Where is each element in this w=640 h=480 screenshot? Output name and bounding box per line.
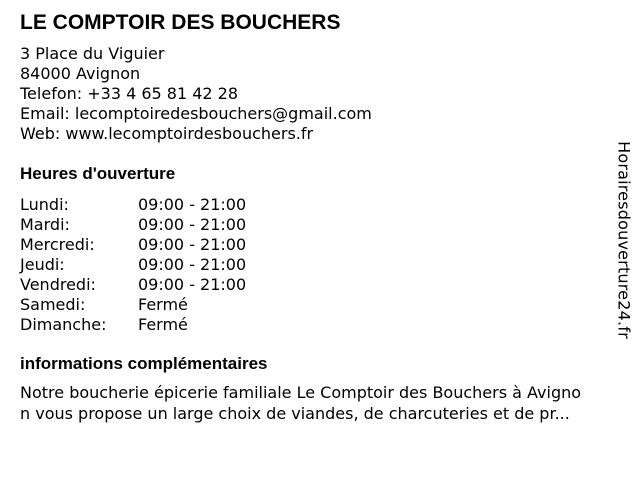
- day-label: Lundi:: [20, 195, 69, 214]
- day-hours: 09:00 - 21:00: [138, 255, 247, 274]
- business-name: LE COMPTOIR DES BOUCHERS: [20, 11, 341, 34]
- site-watermark: Horairesdouverture24.fr: [614, 141, 634, 339]
- info-line: Notre boucherie épicerie familiale Le Comptoir des Bouchers à Avigno: [20, 383, 582, 402]
- day-label: Samedi:: [20, 295, 86, 314]
- day-hours: 09:00 - 21:00: [138, 235, 247, 254]
- web-line: Web: www.lecomptoirdesbouchers.fr: [20, 124, 314, 143]
- hours-table: [20, 195, 320, 335]
- street-address: 3 Place du Viguier: [20, 44, 165, 63]
- info-heading: informations complémentaires: [20, 354, 268, 373]
- day-hours: 09:00 - 21:00: [138, 195, 247, 214]
- hours-row-samedi: [20, 295, 320, 315]
- day-hours: Fermé: [138, 295, 188, 314]
- hours-row-lundi: [20, 195, 320, 215]
- day-hours: 09:00 - 21:00: [138, 275, 247, 294]
- hours-heading: Heures d'ouverture: [20, 164, 176, 183]
- day-hours: Fermé: [138, 315, 188, 334]
- day-label: Dimanche:: [20, 315, 107, 334]
- hours-row-mardi: [20, 215, 320, 235]
- info-description: [20, 382, 630, 424]
- day-label: Jeudi:: [20, 255, 65, 274]
- hours-row-jeudi: [20, 255, 320, 275]
- email-line: Email: lecomptoiredesbouchers@gmail.com: [20, 104, 372, 123]
- day-label: Mardi:: [20, 215, 70, 234]
- phone-line: Telefon: +33 4 65 81 42 28: [20, 84, 239, 103]
- hours-row-dimanche: [20, 315, 320, 335]
- info-line: n vous propose un large choix de viandes, de charcuteries et de pr...: [20, 404, 570, 423]
- hours-row-mercredi: [20, 235, 320, 255]
- hours-row-vendredi: [20, 275, 320, 295]
- day-label: Vendredi:: [20, 275, 96, 294]
- day-hours: 09:00 - 21:00: [138, 215, 247, 234]
- city-postal: 84000 Avignon: [20, 64, 141, 83]
- contact-block: [20, 44, 372, 144]
- day-label: Mercredi:: [20, 235, 95, 254]
